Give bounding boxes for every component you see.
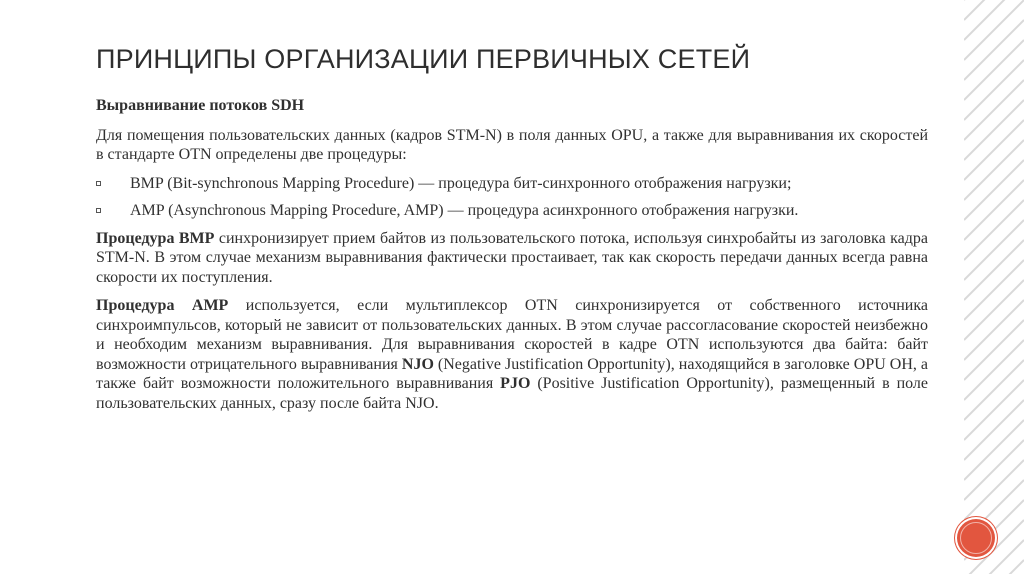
section-subhead: Выравнивание потоков SDH bbox=[96, 97, 305, 114]
pjo-term: PJO bbox=[500, 375, 531, 392]
intro-paragraph: Для помещения пользовательских данных (кадров STM-N) в поля данных OPU, а также для выравнивания их скоростей в стандарте OTN определены две процедуры: bbox=[96, 126, 928, 163]
amp-text-3: (Positive Justification Opportunity), размещенный в поле пользовательских данных, сразу после байта NJO. bbox=[96, 375, 929, 412]
list-item-text: AMP (Asynchronous Mapping Procedure, AMP) — процедура асинхронного отображения нагрузки. bbox=[130, 202, 799, 219]
amp-lead: Процедура AMP bbox=[96, 297, 229, 314]
slide-title: ПРИНЦИПЫ ОРГАНИЗАЦИИ ПЕРВИЧНЫХ СЕТЕЙ bbox=[96, 44, 751, 74]
circle-nav-button[interactable] bbox=[957, 519, 995, 557]
bmp-lead: Процедура BMP bbox=[96, 229, 215, 247]
diagonal-stripes-decoration bbox=[964, 0, 1024, 574]
square-bullet-icon bbox=[96, 181, 101, 186]
list-item-text: BMP (Bit-synchronous Mapping Procedure) — процедура бит-синхронного отображения нагрузки; bbox=[130, 174, 792, 192]
list-item bbox=[96, 174, 928, 194]
bmp-paragraph bbox=[96, 229, 928, 288]
njo-term: NJO bbox=[401, 355, 434, 373]
square-bullet-icon bbox=[96, 208, 101, 213]
amp-paragraph bbox=[96, 296, 928, 413]
amp-text-1: используется, если мультиплексор OTN синхронизируется от собственного источника синхроимпульсов, который не зависит от пользовательских данных. В этом случае рассогласование скоростей неизбежно и необходим механизм выравнивания. Для выравнивания скоростей в кадре OTN используются два байта: байт возможности отрицательного выравнивания bbox=[96, 297, 929, 373]
procedure-list bbox=[96, 174, 928, 221]
amp-text-2: (Negative Justification Opportunity), находящийся в заголовке OPU OH, а также байт возможности положительного выравнивания bbox=[96, 355, 929, 392]
bmp-text: синхронизирует прием байтов из пользовательского потока, используя синхробайты из заголовка кадра STM-N. В этом случае механизм выравнивания фактически простаивает, так как скорость передачи данных всегда равна скорости их поступления. bbox=[96, 229, 928, 286]
list-item bbox=[96, 201, 928, 221]
slide-body bbox=[96, 96, 928, 422]
